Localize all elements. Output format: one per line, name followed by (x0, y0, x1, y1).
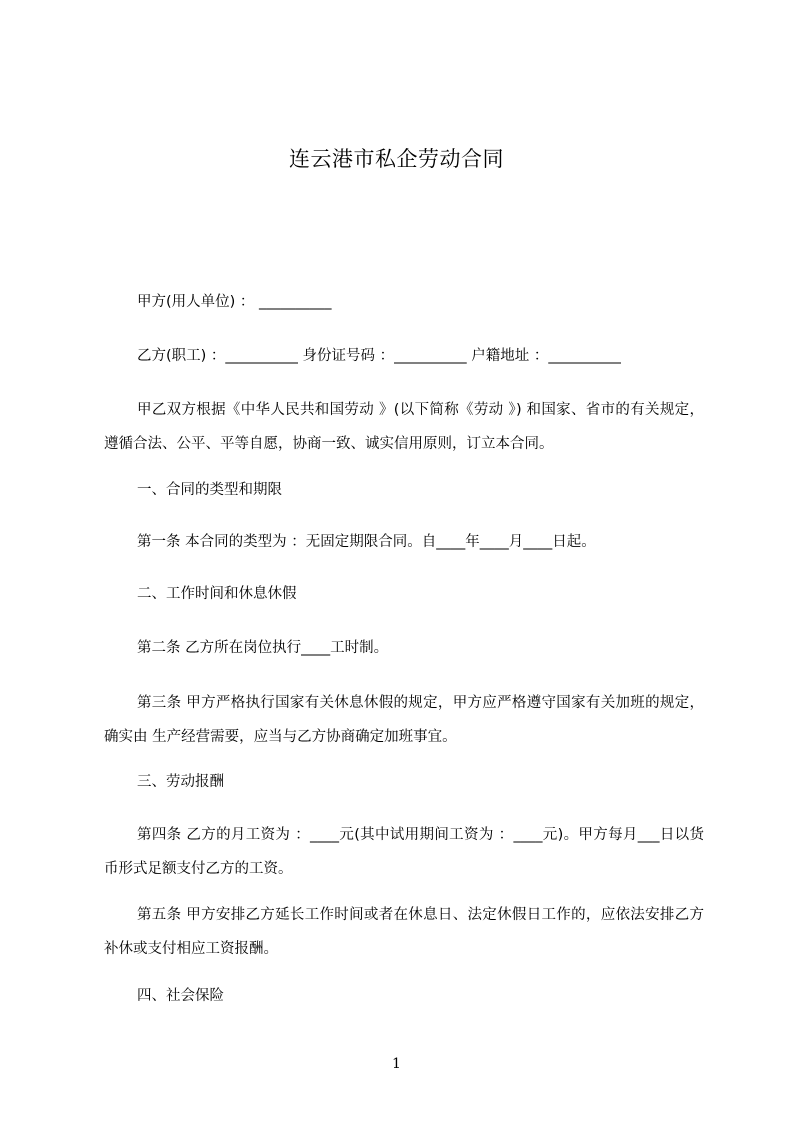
section-heading-remuneration: 三、劳动报酬 (137, 774, 224, 790)
article-5: 第五条 甲方安排乙方延长工作时间或者在休息日、法定休假日工作的，应依法安排乙方补休或支付相应工资报酬。 (104, 907, 704, 957)
section-heading-working-hours: 二、工作时间和休息休假 (137, 586, 297, 602)
article-2: 第二条 乙方所在岗位执行____工时制。 (137, 640, 389, 656)
document-title: 连云港市私企劳动合同 (289, 147, 504, 171)
article-3: 第三条 甲方严格执行国家有关休息休假的规定，甲方应严格遵守国家有关加班的规定，确实由 生产经营需要，应当与乙方协商确定加班事宜。 (104, 695, 704, 745)
intro-paragraph: 甲乙双方根据《中华人民共和国劳动 》(以下简称《劳动 》) 和国家、省市的有关规定，遵循合法、公平、平等自愿，协商一致、诚实信用原则，订立本合同。 (104, 402, 704, 452)
section-heading-social-insurance: 四、社会保险 (137, 988, 224, 1004)
page-number: 1 (392, 1056, 401, 1072)
article-1: 第一条 本合同的类型为 ：无固定期限合同。自____年____月____日起。 (137, 534, 596, 550)
section-heading-contract-term: 一、合同的类型和期限 (137, 482, 282, 498)
party-a-line: 甲方(用人单位) ： __________ (137, 294, 332, 310)
article-4: 第四条 乙方的月工资为 ：____元(其中试用期间工资为 ：____元)。甲方每月___日以货币形式足额支付乙方的工资。 (104, 827, 704, 877)
party-b-line: 乙方(职工) ：__________ 身份证号码 ：__________ 户籍地址 ：__________ (137, 348, 621, 364)
